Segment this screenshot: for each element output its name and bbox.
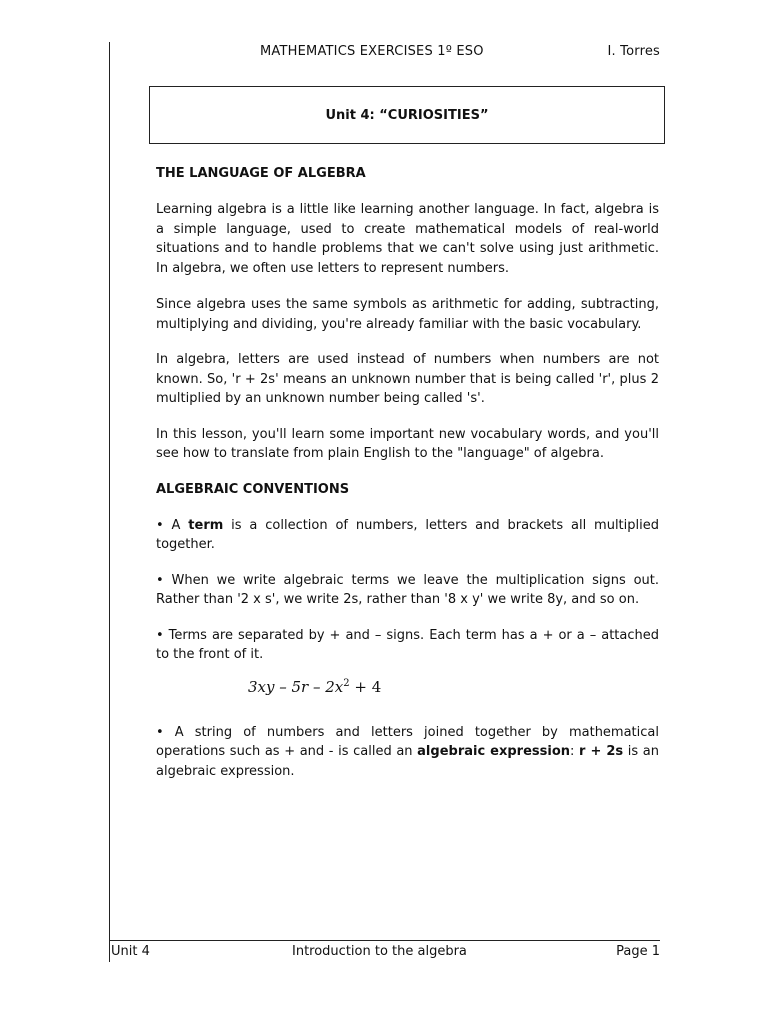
bullet-signs: • Terms are separated by + and – signs. Each term has a + or a – attached to the front of it. [156, 627, 659, 662]
example-formula: $3xy - 5r - 2x^2 + 4$ [248, 677, 382, 696]
page-header [110, 44, 660, 64]
unit-title: Unit 4: “CURIOSITIES” [325, 107, 489, 123]
unit-title-box [149, 86, 665, 144]
bullet-multiplication: • When we write algebraic terms we leave the multiplication signs out. Rather than '2 x s', we write 2s, rather than '8 x y' we write 8y, and so on. [156, 572, 659, 607]
paragraph-lesson: In this lesson, you'll learn some important new vocabulary words, and you'll see how to translate from plain English to the "language" of algebra. [156, 426, 659, 461]
bullet-expression: • A string of numbers and letters joined together by mathematical operations such as + and - is called an algebraic expression: r + 2s is an algebraic expression. [156, 724, 660, 779]
main-content [156, 164, 659, 781]
footer-rule [109, 940, 660, 941]
section-heading-algebraic-conventions: ALGEBRAIC CONVENTIONS [156, 481, 350, 497]
paragraph-symbols: Since algebra uses the same symbols as arithmetic for adding, subtracting, multiplying and dividing, you're already familiar with the basic vocabulary. [156, 297, 659, 332]
page-footer [109, 944, 660, 964]
term-keyword: term [188, 517, 224, 533]
section-heading-language-of-algebra: THE LANGUAGE OF ALGEBRA [156, 166, 366, 181]
footer-page-number: Page 1 [616, 944, 660, 959]
author-name: I. Torres [607, 44, 660, 59]
footer-unit: Unit 4 [111, 944, 150, 959]
paragraph-intro: Learning algebra is a little like learning another language. In fact, algebra is a simple language, used to create mathematical models of real-world situations and to handle problems that we can't solve using just arithmetic. In algebra, we often use letters to represent numbers. [156, 202, 659, 276]
bullet-term: • A term is a collection of numbers, letters and brackets all multiplied together. [156, 517, 659, 552]
algebraic-expression-keyword: algebraic expression [417, 744, 571, 759]
left-margin-rule [109, 42, 110, 962]
footer-topic: Introduction to the algebra [292, 944, 467, 959]
paragraph-letters: In algebra, letters are used instead of numbers when numbers are not known. So, 'r + 2s' means an unknown number that is being called 'r', plus 2 multiplied by an unknown number being called 's'. [156, 352, 659, 406]
document-title: MATHEMATICS EXERCISES 1º ESO [260, 44, 484, 59]
expression-example: r + 2s [579, 744, 624, 759]
